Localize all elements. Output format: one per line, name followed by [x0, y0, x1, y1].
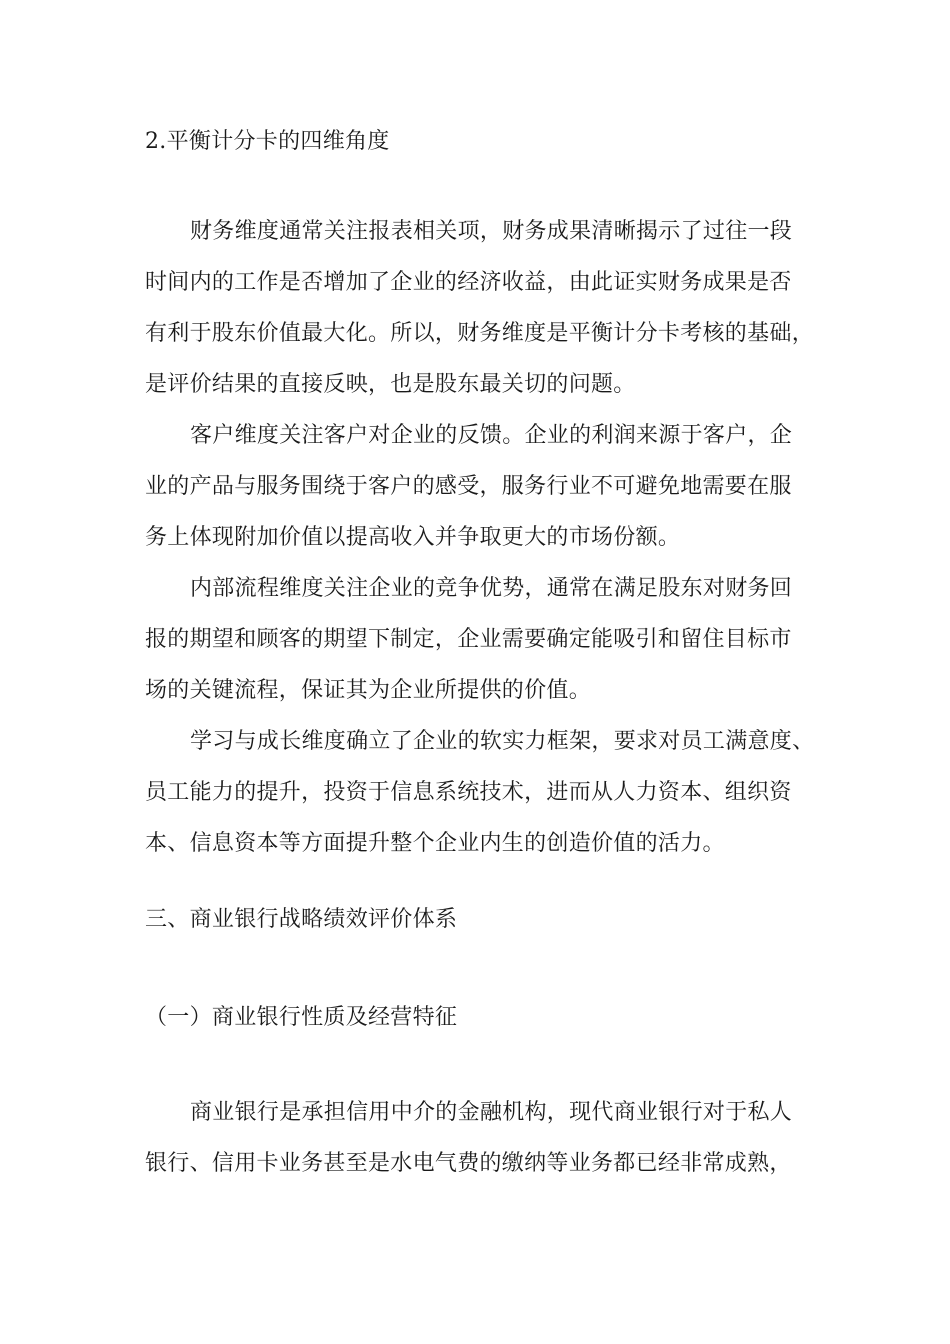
internal-paragraph-line-3: 场的关键流程，保证其为企业所提供的价值。	[145, 678, 592, 703]
internal-paragraph-line-1: 内部流程维度关注企业的竞争优势，通常在满足股东对财务回	[190, 576, 793, 601]
bank-paragraph-line-2: 银行、信用卡业务甚至是水电气费的缴纳等业务都已经非常成熟，	[145, 1151, 792, 1176]
section-2-heading: 2.平衡计分卡的四维角度	[145, 129, 390, 154]
customer-paragraph-line-3: 务上体现附加价值以提高收入并争取更大的市场份额。	[145, 525, 681, 550]
bank-paragraph-line-1: 商业银行是承担信用中介的金融机构，现代商业银行对于私人	[190, 1100, 793, 1125]
financial-paragraph-line-4: 是评价结果的直接反映，也是股东最关切的问题。	[145, 372, 636, 397]
financial-paragraph-line-2: 时间内的工作是否增加了企业的经济收益，由此证实财务成果是否	[145, 270, 792, 295]
section-3-heading: 三、商业银行战略绩效评价体系	[145, 907, 458, 932]
learning-paragraph-line-2: 员工能力的提升，投资于信息系统技术，进而从人力资本、组织资	[145, 780, 792, 805]
customer-paragraph-line-1: 客户维度关注客户对企业的反馈。企业的利润来源于客户，企	[190, 423, 793, 448]
learning-paragraph-line-1: 学习与成长维度确立了企业的软实力框架，要求对员工满意度、	[190, 729, 815, 754]
learning-paragraph-line-3: 本、信息资本等方面提升整个企业内生的创造价值的活力。	[145, 831, 725, 856]
subsection-1-heading: （一）商业银行性质及经营特征	[145, 1005, 458, 1030]
financial-paragraph-line-1: 财务维度通常关注报表相关项，财务成果清晰揭示了过往一段	[190, 219, 793, 244]
customer-paragraph-line-2: 业的产品与服务围绕于客户的感受，服务行业不可避免地需要在服	[145, 474, 792, 499]
internal-paragraph-line-2: 报的期望和顾客的期望下制定，企业需要确定能吸引和留住目标市	[145, 627, 792, 652]
financial-paragraph-line-3: 有利于股东价值最大化。所以，财务维度是平衡计分卡考核的基础，	[145, 321, 815, 346]
